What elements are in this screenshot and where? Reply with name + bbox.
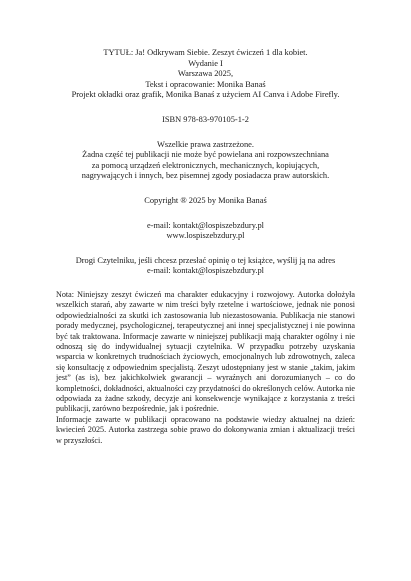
disclaimer [56,290,355,446]
copyright-notice: Copyright ® 2025 by Monika Banaś [144,195,267,205]
disclaimer-paragraph: Nota: Niniejszy zeszyt ćwiczeń ma charakter edukacyjny i rozwojowy. Autorka dołożyła wszelkich starań, aby zawarte w nim treści były rzetelne i wartościowe, jednak nie ponosi odpowiedzialności za skutki ich zastosowania lub niezastosowania. Publikacja nie stanowi porady medycznej, psychologicznej, terapeutycznej ani innej specjalistycznej i nie powinna być tak traktowana. Informacje zawarte w niniejszej publikacji mają charakter ogólny i nie odnoszą się do indywidualnej sytuacji czytelnika. W przypadku potrzeby uzyskania wsparcia w konkretnych trudnościach życiowych, emocjonalnych lub zdrowotnych, zaleca się konsultację z odpowiednim specjalistą. Zeszyt udostępniany jest w stanie „takim, jakim jest” (as is), bez jakichkolwiek gwarancji – wyraźnych ani dorozumianych – co do kompletności, dokładności, aktualności czy przydatności do określonych celów. Autorka nie odpowiada za żadne szkody, decyzje ani konsekwencje wynikające z korzystania z treści publikacji, zarówno bezpośrednie, jak i pośrednie. [56,289,355,414]
imprint-block [56,48,355,277]
edition: Wydanie I [188,58,223,68]
website: www.lospiszebzdury.pl [166,231,245,241]
author-credit: Tekst i opracowanie: Monika Banaś [145,79,266,89]
rights-line: za pomocą urządzeń elektronicznych, mechanicznych, kopiujących, [91,160,320,170]
contact-email: e-mail: kontakt@lospiszebzdury.pl [147,220,264,230]
book-title: TYTUŁ: Ja! Odkrywam Siebie. Zeszyt ćwiczeń 1 dla kobiet. [103,48,308,57]
rights-line: Żadna część tej publikacji nie może być powielana ani rozpowszechniana [82,150,329,160]
cover-credit: Projekt okładki oraz grafik, Monika Banaś z użyciem AI Canva i Adobe Firefly. [71,90,340,100]
rights-line: nagrywających i innych, bez pisemnej zgody posiadacza praw autorskich. [81,171,330,181]
isbn: ISBN 978-83-970105-1-2 [162,114,249,124]
disclaimer-paragraph: Informacje zawarte w publikacji opracowano na podstawie wiedzy aktualnej na dzień: kwiecień 2025. Autorka zastrzega sobie prawo do dokonywania zmian i aktualizacji treści w przyszłości. [56,414,355,445]
reader-note-line: Drogi Czytelniku, jeśli chcesz przesłać opinię o tej książce, wyślij ją na adres [75,255,336,265]
reader-note-email: e-mail: kontakt@lospiszebzdury.pl [147,266,264,276]
place-year: Warszawa 2025, [177,69,234,79]
rights-heading: Wszelkie prawa zastrzeżone. [157,139,254,149]
